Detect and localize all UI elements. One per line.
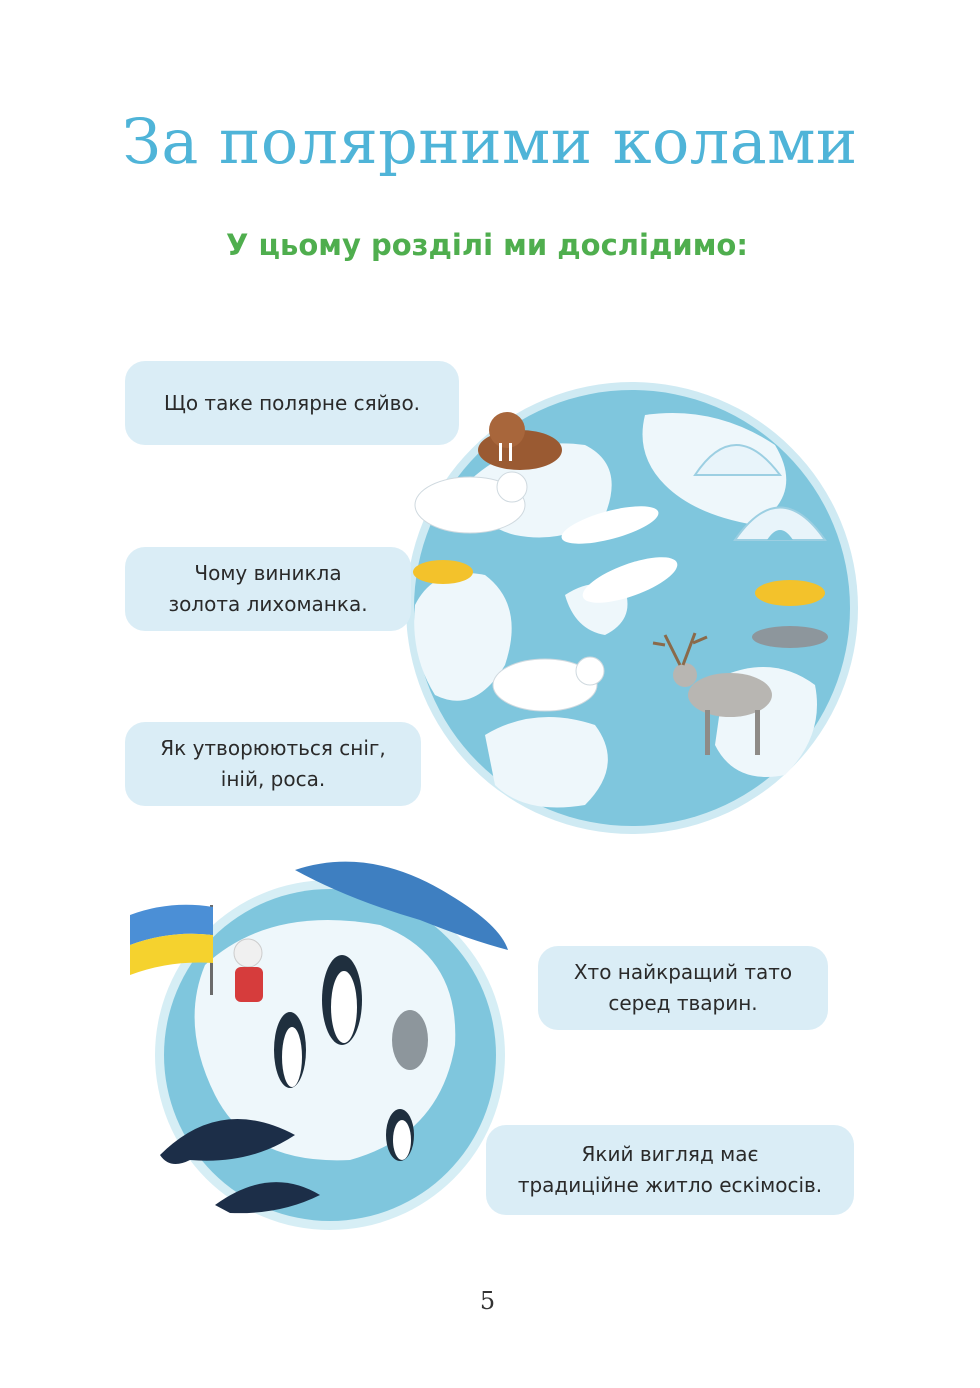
topic-text: Що таке полярне сяйво. bbox=[163, 390, 421, 415]
arctic-globe-illustration bbox=[395, 375, 865, 845]
topic-bubble-snow-frost-dew bbox=[125, 722, 421, 806]
page-title: За полярними колами bbox=[122, 105, 858, 178]
page-number: 5 bbox=[479, 1287, 496, 1315]
topic-text: Який вигляд має традиційне житло ескімосів. bbox=[517, 1142, 823, 1197]
topic-text: Як утворюються сніг, іній, роса. bbox=[160, 736, 386, 791]
topic-bubble-gold-rush bbox=[125, 547, 411, 631]
topic-bubble-eskimo-dwelling bbox=[486, 1125, 854, 1215]
topic-text: Хто найкращий тато серед тварин. bbox=[573, 960, 793, 1015]
topic-text: Чому виникла золота лихоманка. bbox=[168, 561, 368, 616]
topic-bubble-best-father bbox=[538, 946, 828, 1030]
page-subtitle: У цьому розділі ми дослідимо: bbox=[226, 228, 748, 262]
antarctic-globe-illustration bbox=[120, 845, 515, 1235]
topic-bubble-aurora bbox=[125, 361, 459, 445]
